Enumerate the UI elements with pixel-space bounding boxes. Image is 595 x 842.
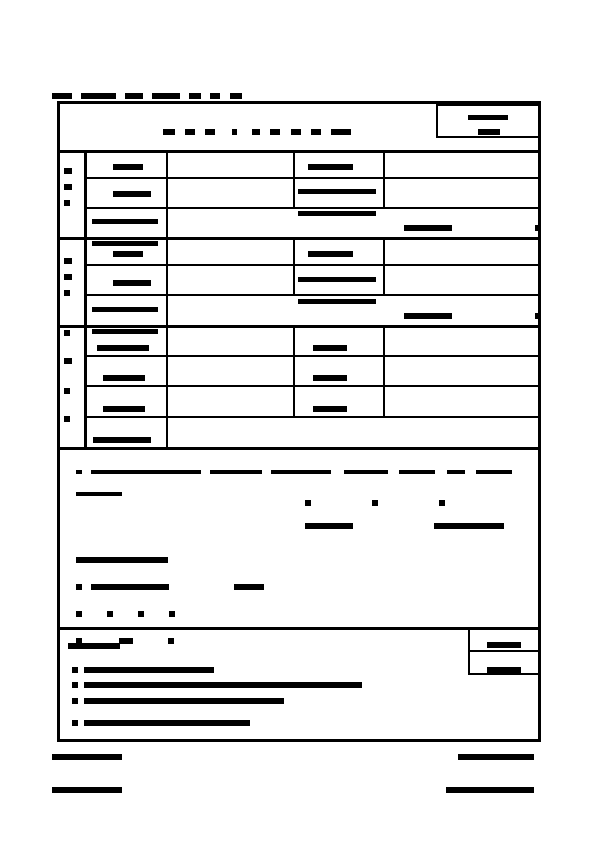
field-value: [404, 305, 452, 324]
rule: [383, 150, 385, 207]
rule: [293, 237, 295, 294]
field-label: [103, 398, 145, 417]
rule: [84, 150, 87, 447]
notes-heading: [68, 635, 120, 654]
field-label: [103, 367, 145, 386]
field-label: [93, 429, 151, 448]
section1-side-label: [64, 168, 72, 206]
note-item: [72, 690, 284, 709]
signature-date: [305, 492, 445, 511]
rule: [166, 150, 168, 447]
field-label: [113, 156, 143, 175]
rule: [383, 237, 385, 294]
rule: [293, 325, 295, 416]
rule: [293, 150, 295, 207]
attachment-list: [76, 549, 264, 649]
field-label: [97, 337, 149, 356]
rule: [84, 264, 541, 266]
field-label: [113, 183, 151, 202]
fee-box-label: [487, 634, 521, 653]
field-label: [308, 243, 353, 262]
rule: [84, 177, 541, 179]
section3-side-label: [64, 330, 72, 422]
field-label: [113, 272, 151, 291]
field-value: [404, 217, 452, 236]
field-value: [535, 217, 539, 236]
receipt-box-value: [478, 121, 500, 140]
field-label: [313, 337, 347, 356]
rule: [383, 325, 385, 416]
field-label: [113, 243, 143, 262]
field-label: [313, 398, 347, 417]
field-label: [308, 156, 353, 175]
field-label: [313, 367, 347, 386]
form-title: [163, 121, 351, 140]
footer-right: [458, 746, 534, 798]
field-label: [298, 269, 376, 307]
section2-side-label: [64, 258, 72, 296]
signature-name: [305, 515, 504, 534]
footer-left: [52, 746, 122, 798]
fee-box-value: [487, 659, 521, 678]
field-value: [535, 305, 539, 324]
field-label: [298, 181, 376, 219]
note-item: [72, 712, 250, 731]
field-label: [92, 299, 158, 337]
rule: [57, 150, 541, 153]
